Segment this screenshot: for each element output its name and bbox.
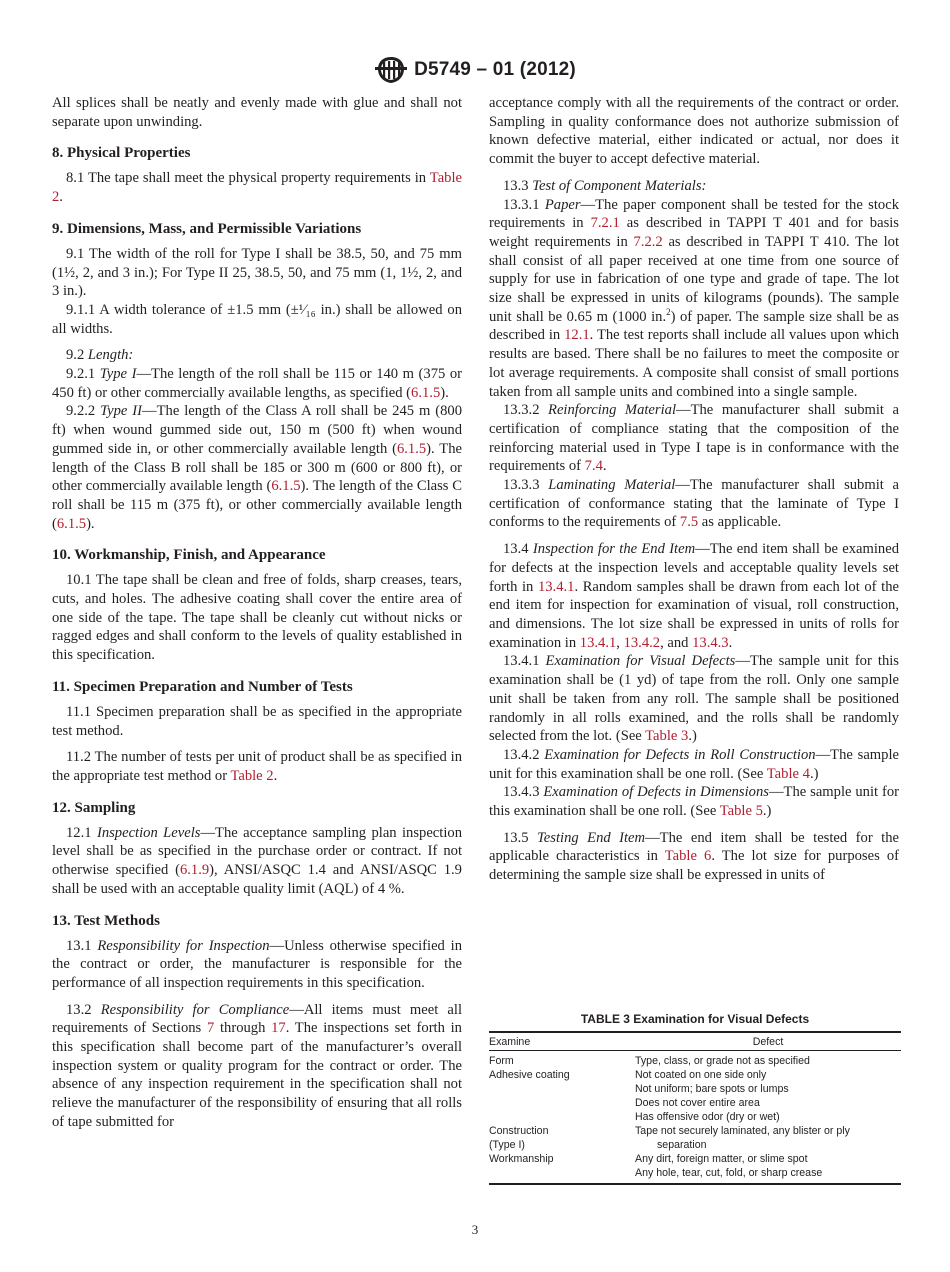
- link-table-6[interactable]: Table 6: [664, 848, 712, 865]
- paragraph-9-1: 9.1 The width of the roll for Type I shall be 38.5, 50, and 75 mm (1½, 2, and 3 in.); For Type II 25, 38.5, 50, and 75 mm (1, 1½, 2, and 3 in.).: [52, 245, 462, 300]
- section-heading-13: 13. Test Methods: [52, 912, 160, 929]
- link-12-1[interactable]: 12.1: [564, 327, 590, 344]
- paragraph-13-1: 13.1 Responsibility for Inspection—Unless otherwise specified in the contract or order, the manufacturer is responsible for the performance of all inspection requirements in this specification.: [52, 937, 463, 991]
- link-6-1-5[interactable]: 6.1.5: [411, 384, 441, 401]
- link-table-2[interactable]: Table 2: [52, 170, 462, 206]
- link-section-17[interactable]: 17: [271, 1020, 286, 1037]
- paragraph-9-2: 9.2 Length:: [66, 347, 134, 364]
- table-3: [489, 1012, 901, 1185]
- paragraph-13-3: 13.3 Test of Component Materials:: [503, 177, 707, 194]
- link-section-7[interactable]: 7: [206, 1020, 215, 1037]
- link-7-4[interactable]: 7.4: [584, 458, 603, 475]
- section-heading-10: 10. Workmanship, Finish, and Appearance: [52, 547, 326, 564]
- table-header-row: [489, 1033, 901, 1051]
- paragraph-13-2-continued: acceptance comply with all the requirements of the contract or order. Sampling in quality conformance does not authorize submission of known defective material, either indicated or actual, nor does it commit the buyer to accept defective material.: [489, 95, 899, 168]
- paragraph-13-4-3: 13.4.3 Examination of Defects in Dimensions—The sample unit for this examination shall be one roll. (See Table 5.): [489, 784, 899, 820]
- link-13-4-1[interactable]: 13.4.1: [579, 634, 617, 651]
- paragraph-13-4-1: 13.4.1 Examination for Visual Defects—The sample unit for this examination shall be (1 yd) of tape from the roll. Only one sample unit shall be taken from any roll. The sample shall be positioned randomly in all rolls examined, and the rolls shall be randomly selected from the lot. (See Table 3.): [489, 653, 899, 745]
- paragraph-11-1: 11.1 Specimen preparation shall be as specified in the appropriate test method.: [52, 703, 462, 739]
- link-7-2-2[interactable]: 7.2.2: [633, 233, 663, 250]
- paragraph-13-4-2: 13.4.2 Examination for Defects in Roll Construction—The sample unit for this examination shall be one roll. (See Table 4.): [489, 746, 899, 782]
- paragraph-13-2: 13.2 Responsibility for Compliance—All items must meet all requirements of Sections 7 through 17. The inspections set forth in this specification shall become part of the manufacturer’s overall inspection system or quality program for the contract or order. The absence of any inspection requirement in the specification shall not relieve the manufacturer of the responsibility of ensuring that all rolls of tape submitted for: [52, 1001, 462, 1130]
- paragraph-9-2-1: 9.2.1 Type I—The length of the roll shall be 115 or 140 m (375 or 450 ft) or other commercially available lengths, as specified (6.1.5).: [52, 366, 462, 401]
- table-row: Workmanship Any dirt, foreign matter, or slime spot: [489, 1153, 808, 1165]
- section-heading-9: 9. Dimensions, Mass, and Permissible Variations: [52, 220, 362, 237]
- link-table-2[interactable]: Table 2: [230, 767, 274, 784]
- paragraph-12-1: 12.1 Inspection Levels—The acceptance sampling plan inspection level shall be as specified in the purchase order or contract. If not otherwise specified (6.1.9), ANSI/ASQC 1.4 and ANSI/ASQC 1.9 shall be used with an acceptable quality limit (AQL) of 4 %.: [52, 824, 462, 897]
- link-13-4-1[interactable]: 13.4.1: [537, 578, 575, 595]
- paragraph-9-1-1: 9.1.1 A width tolerance of ±1.5 mm (±¹⁄₁₆ in.) shall be allowed on all widths.: [52, 301, 462, 337]
- paragraph-splices: All splices shall be neatly and evenly made with glue and shall not separate upon unwinding.: [52, 95, 462, 130]
- page-number: 3: [471, 1222, 479, 1237]
- table-row: Adhesive coating Not coated on one side only: [489, 1069, 767, 1081]
- table-row: Has offensive odor (dry or wet): [635, 1111, 780, 1123]
- table-row: Construction Tape not securely laminated, any blister or ply: [489, 1125, 850, 1137]
- paragraph-11-2: 11.2 The number of tests per unit of product shall be as specified in the appropriate test method or Table 2.: [52, 749, 462, 784]
- page-header: [0, 55, 950, 85]
- paragraph-13-4: 13.4 Inspection for the End Item—The end item shall be examined for defects at the inspection levels and acceptable quality levels set forth in 13.4.1. Random samples shall be drawn from each lot of the end item for inspection for examination of visual, roll construction, and dimensions. The lot size shall be expressed in units of rolls for examination in 13.4.1, 13.4.2, and 13.4.3.: [489, 541, 899, 651]
- link-6-1-5[interactable]: 6.1.5: [56, 515, 87, 532]
- link-13-4-3[interactable]: 13.4.3: [692, 634, 729, 651]
- paragraph-9-2-2: 9.2.2 Type II—The length of the Class A roll shall be 245 m (800 ft) when wound gummed side out, 150 m (500 ft) when wound gummed side in, or other commercially available length (6.1.5). The length of the Class B roll shall be 185 or 300 m (600 or 800 ft), or other commercially available length (6.1.5). The length of the Class C roll shall be 115 m (375 ft), or other commercially available length (6.1.5).: [52, 403, 462, 532]
- section-heading-11: 11. Specimen Preparation and Number of Tests: [52, 678, 353, 695]
- link-table-4[interactable]: Table 4: [766, 765, 810, 782]
- table-row: (Type I) separation: [489, 1139, 707, 1151]
- section-heading-12: 12. Sampling: [52, 799, 136, 816]
- link-table-3[interactable]: Table 3: [645, 728, 689, 745]
- link-7-5[interactable]: 7.5: [679, 514, 699, 531]
- paragraph-8-1: 8.1 The tape shall meet the physical property requirements in Table 2.: [52, 170, 462, 206]
- link-6-1-5[interactable]: 6.1.5: [396, 440, 427, 457]
- link-13-4-2[interactable]: 13.4.2: [623, 634, 661, 651]
- link-table-5[interactable]: Table 5: [719, 803, 763, 820]
- left-column: [52, 94, 462, 1132]
- table-title: TABLE 3 Examination for Visual Defects: [580, 1012, 810, 1026]
- table-row: Not uniform; bare spots or lumps: [635, 1083, 789, 1095]
- paragraph-13-3-1: 13.3.1 Paper—The paper component shall be tested for the stock requirements in 7.2.1 as described in TAPPI T 401 and for basis weight requirements in 7.2.2 as described in TAPPI T 410. The lot shall consist of all paper received at one time from one source of supply for use in fabrication of one type and grade of tape. The lot size shall be expressed in units of kilograms (pounds). The sample unit shall be 0.65 m (1000 in.$^2$) of paper. The sample size shall be as described in 12.1. The test reports shall include all values upon which results are based. There shall be no failures to meet the composite or lot average requirements. A composite shall consist of small portions taken from all sample units and combined into a single sample.: [489, 196, 900, 400]
- paragraph-13-5: 13.5 Testing End Item—The end item shall be tested for the applicable characteristics in Table 6. The lot size for purposes of determining the sample size shall be expressed in units of: [489, 829, 899, 884]
- table-body: [489, 1051, 901, 1185]
- document-id: D5749 – 01 (2012): [414, 59, 576, 80]
- paragraph-13-3-3: 13.3.3 Laminating Material—The manufacturer shall submit a certification of conformance stating that the laminate of Type I conforms to the requirements of 7.5 as applicable.: [489, 477, 899, 531]
- section-heading-8: 8. Physical Properties: [52, 145, 191, 162]
- table-row: Form Type, class, or grade not as specified: [489, 1055, 810, 1067]
- table-row: Does not cover entire area: [635, 1097, 760, 1109]
- link-7-2-1[interactable]: 7.2.1: [590, 215, 620, 232]
- table-row: Any hole, tear, cut, fold, or sharp crease: [635, 1167, 823, 1179]
- link-6-1-9[interactable]: 6.1.9: [179, 862, 210, 879]
- right-column: [489, 94, 899, 885]
- astm-logo-icon: [374, 56, 408, 84]
- paragraph-10-1: 10.1 The tape shall be clean and free of folds, sharp creases, tears, cuts, and holes. The adhesive coating shall cover the entire area of one side of the tape. The tape shall be cleanly cut without nicks or ragged edges and shall conform to the levels of quality established in this specification.: [52, 572, 462, 664]
- paragraph-13-3-2: 13.3.2 Reinforcing Material—The manufacturer shall submit a certification of compliance stating that the composition of the reinforcing material used in Type I tape is in conformance with the requirements of 7.4.: [489, 402, 899, 475]
- column-header-examine: Examine: [489, 1036, 531, 1048]
- column-header-defect: Defect: [752, 1036, 784, 1048]
- link-6-1-5[interactable]: 6.1.5: [271, 478, 301, 495]
